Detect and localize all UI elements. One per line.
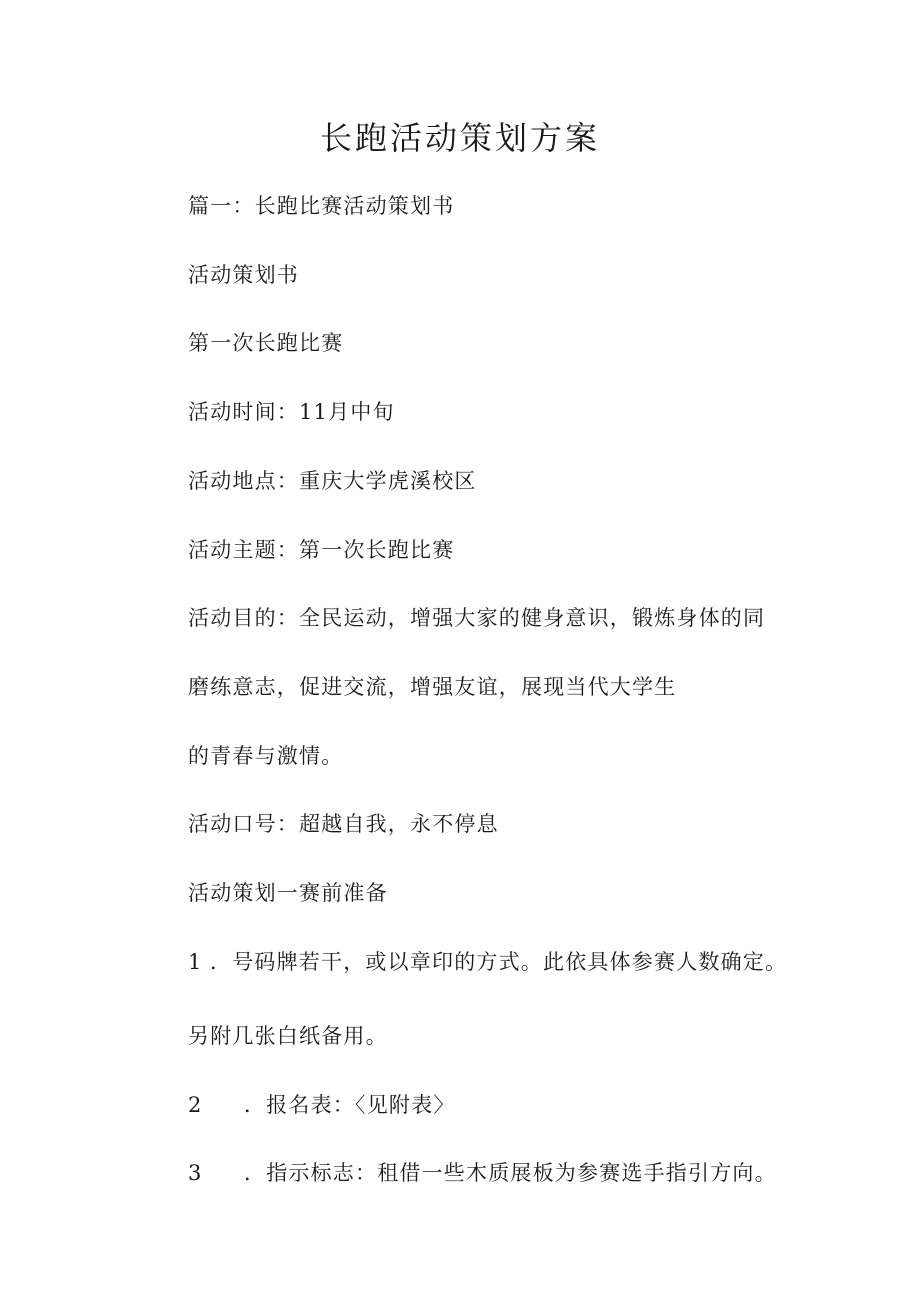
event-purpose-line-1: 活动目的：全民运动，增强大家的健身意识，锻炼身体的同 bbox=[188, 606, 766, 630]
list-item-3 bbox=[188, 1158, 777, 1188]
list-number: 3 bbox=[188, 1161, 203, 1185]
event-purpose-line-2: 磨练意志，促进交流，增强友谊，展现当代大学生 bbox=[188, 675, 677, 699]
list-number: 1 bbox=[188, 950, 203, 974]
subheading-plan-book: 活动策划书 bbox=[188, 263, 299, 287]
section-heading-preparation: 活动策划一赛前准备 bbox=[188, 881, 388, 905]
list-item-2 bbox=[188, 1090, 456, 1120]
event-slogan: 活动口号：超越自我，永不停息 bbox=[188, 812, 499, 836]
event-theme: 活动主题：第一次长跑比赛 bbox=[188, 538, 455, 562]
section-heading-chapter-one: 篇一：长跑比赛活动策划书 bbox=[188, 194, 455, 218]
event-name: 第一次长跑比赛 bbox=[188, 331, 344, 355]
event-purpose-line-3: 的青春与激情。 bbox=[188, 744, 344, 768]
list-item-1-continuation: 另附几张白纸备用。 bbox=[188, 1024, 388, 1048]
event-time: 活动时间：11月中旬 bbox=[188, 400, 395, 424]
event-location: 活动地点：重庆大学虎溪校区 bbox=[188, 469, 477, 493]
list-number: 2 bbox=[188, 1093, 203, 1117]
list-item-1 bbox=[188, 947, 787, 977]
list-text: ．报名表：〈见附表〉 bbox=[244, 1093, 456, 1117]
list-text: ．指示标志：租借一些木质展板为参赛选手指引方向。 bbox=[244, 1161, 777, 1185]
document-title: 长跑活动策划方案 bbox=[319, 119, 600, 157]
list-text: ．号码牌若干，或以章印的方式。此依具体参赛人数确定。 bbox=[210, 950, 788, 974]
